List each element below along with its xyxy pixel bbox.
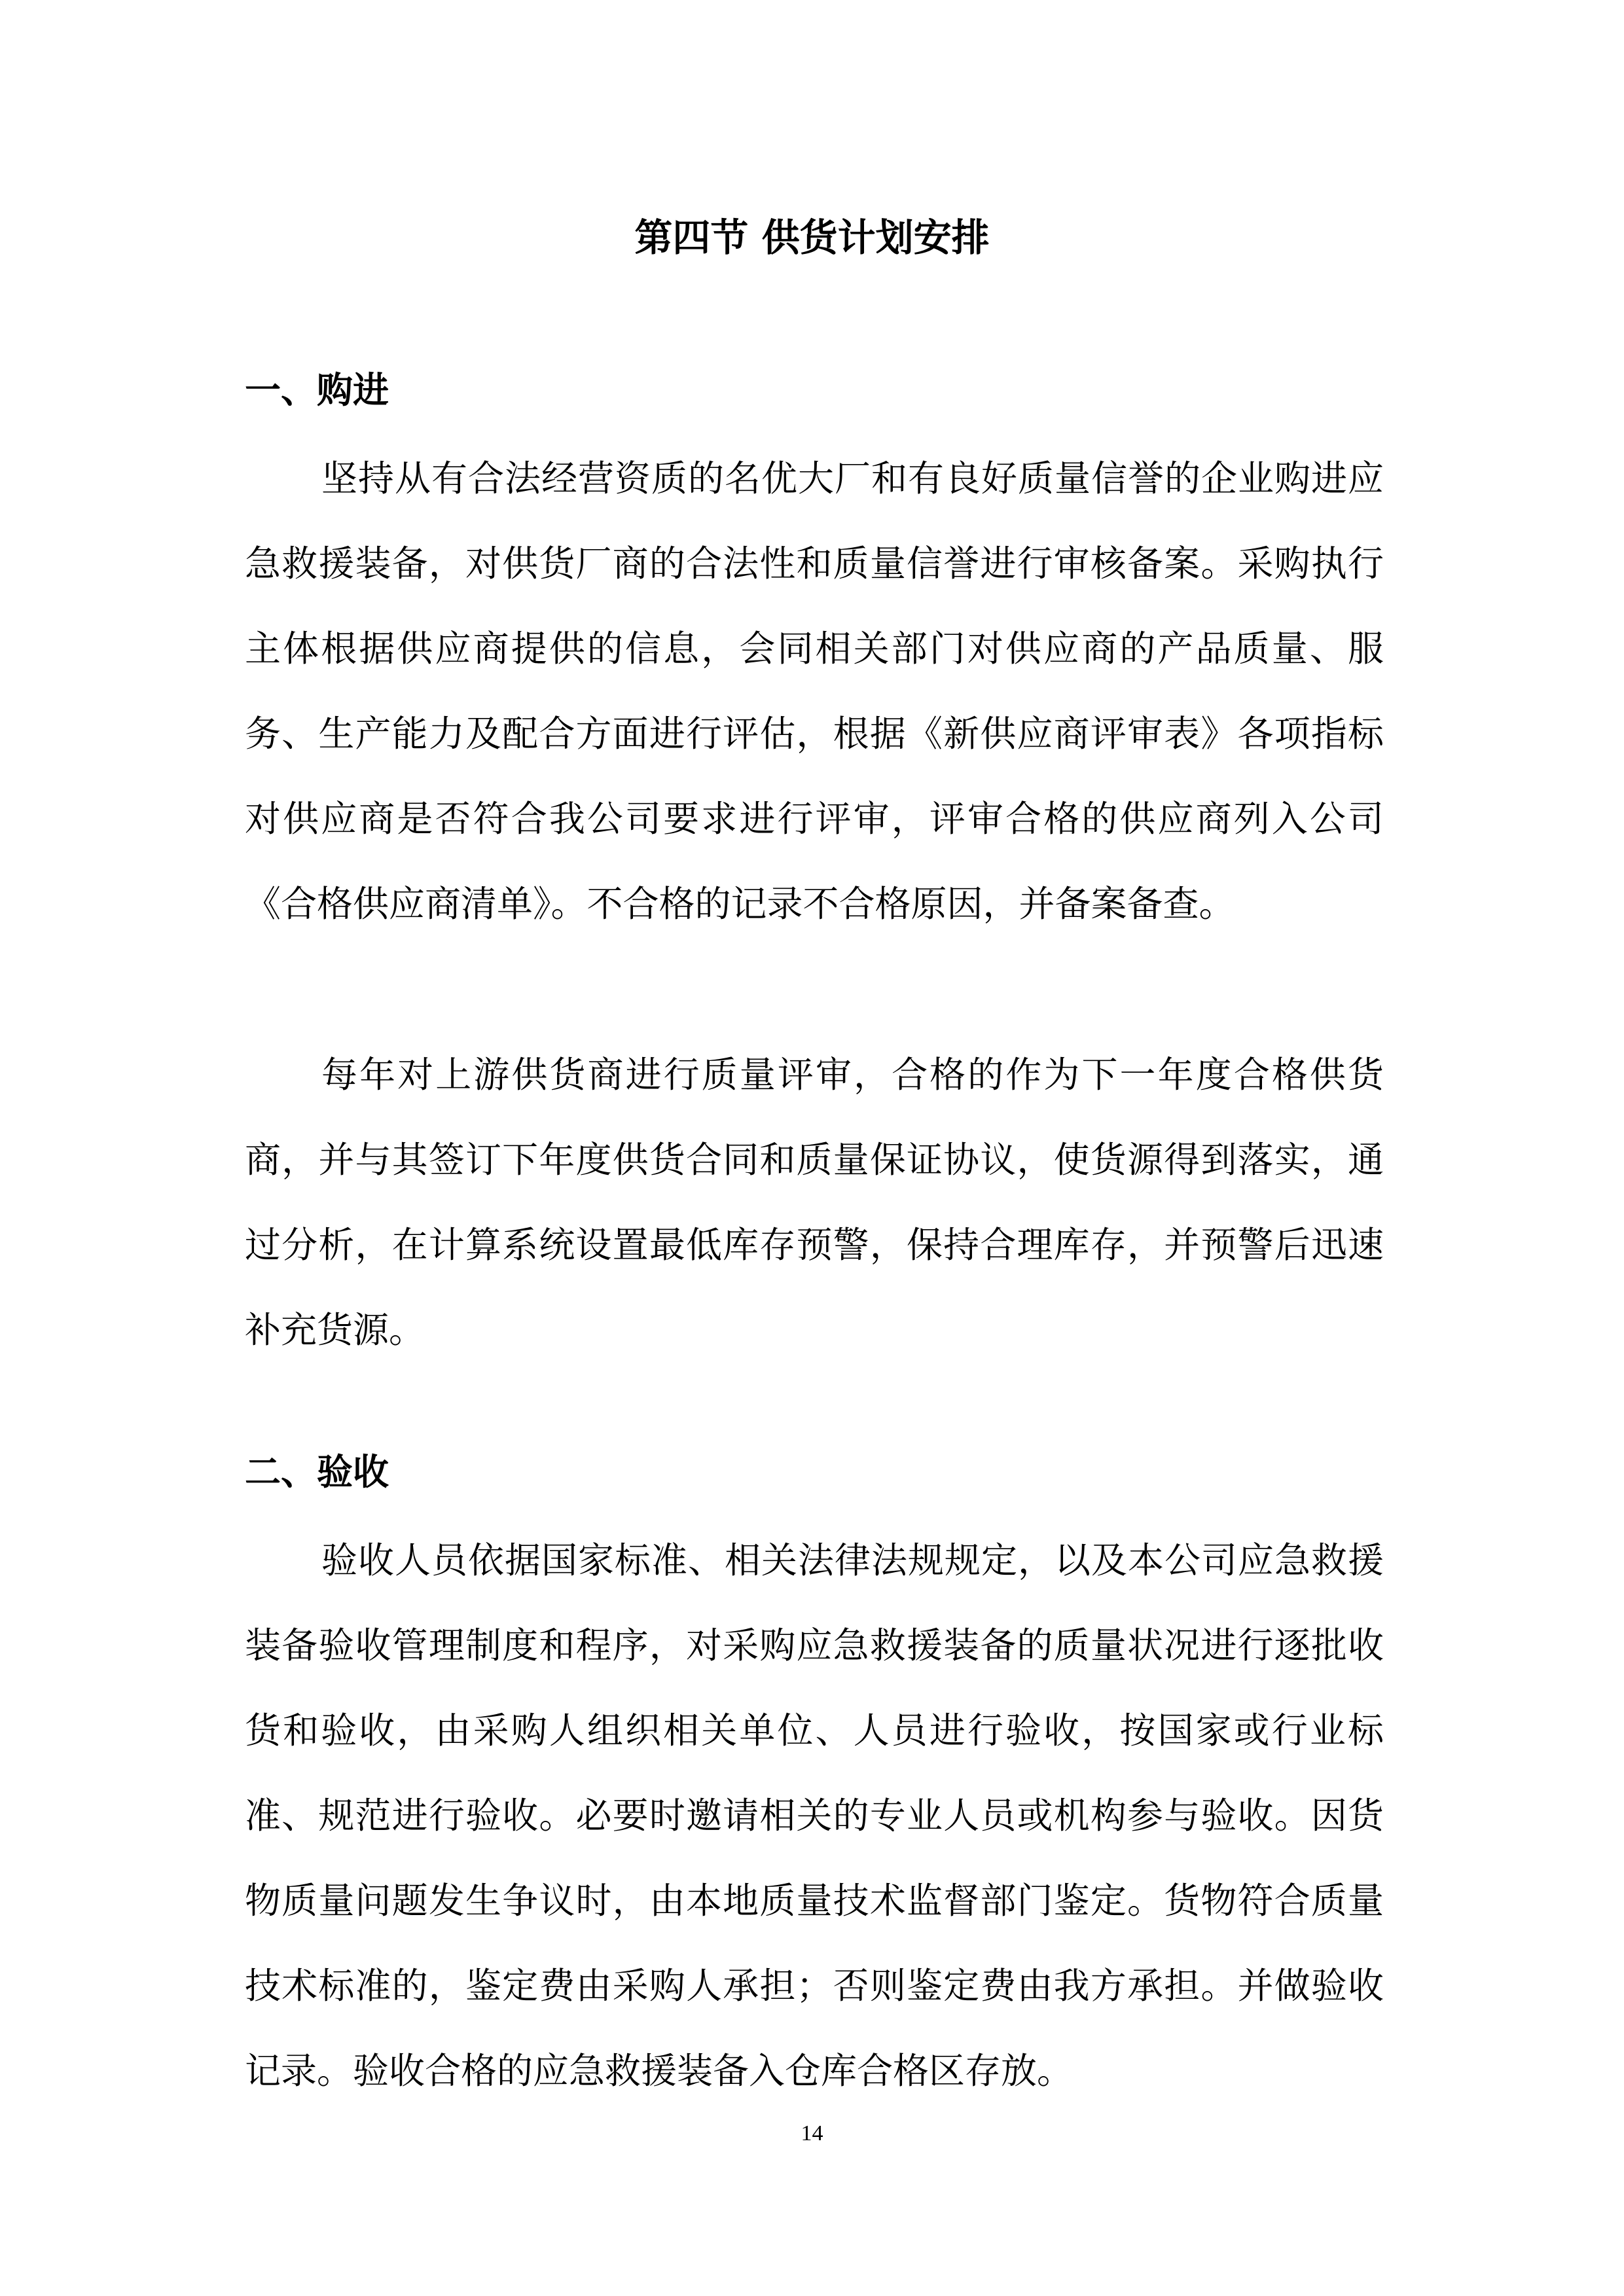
page-number: 14	[801, 2121, 823, 2145]
paragraph-purchasing-supplier-review: 坚持从有合法经营资质的名优大厂和有良好质量信誉的企业购进应急救援装备，对供货厂商的合法性和质量信誉进行审核备案。采购执行主体根据供应商提供的信息，会同相关部门对供应商的产品质量、服务、生产能力及配合方面进行评估，根据《新供应商评审表》各项指标对供应商是否符合我公司要求进行评审，评审合格的供应商列入公司《合格供应商清单》。不合格的记录不合格原因，并备案备查。	[245, 457, 1384, 925]
paragraph-purchasing-annual-review: 每年对上游供货商进行质量评审，合格的作为下一年度合格供货商，并与其签订下年度供货合同和质量保证协议，使货源得到落实，通过分析，在计算系统设置最低库存预警，保持合理库存，并预警后迅速补充货源。	[245, 1054, 1384, 1351]
section-heading-acceptance: 二、验收	[245, 1450, 389, 1493]
section-title: 第四节 供货计划安排	[634, 215, 990, 260]
section-heading-purchasing: 一、购进	[245, 368, 389, 411]
paragraph-acceptance-procedure: 验收人员依据国家标准、相关法律法规规定，以及本公司应急救援装备验收管理制度和程序，对采购应急救援装备的质量状况进行逐批收货和验收，由采购人组织相关单位、人员进行验收，按国家或行业标准、规范进行验收。必要时邀请相关的专业人员或机构参与验收。因货物质量问题发生争议时，由本地质量技术监督部门鉴定。货物符合质量技术标准的，鉴定费由采购人承担；否则鉴定费由我方承担。并做验收记录。验收合格的应急救援装备入仓库合格区存放。	[245, 1539, 1384, 2092]
